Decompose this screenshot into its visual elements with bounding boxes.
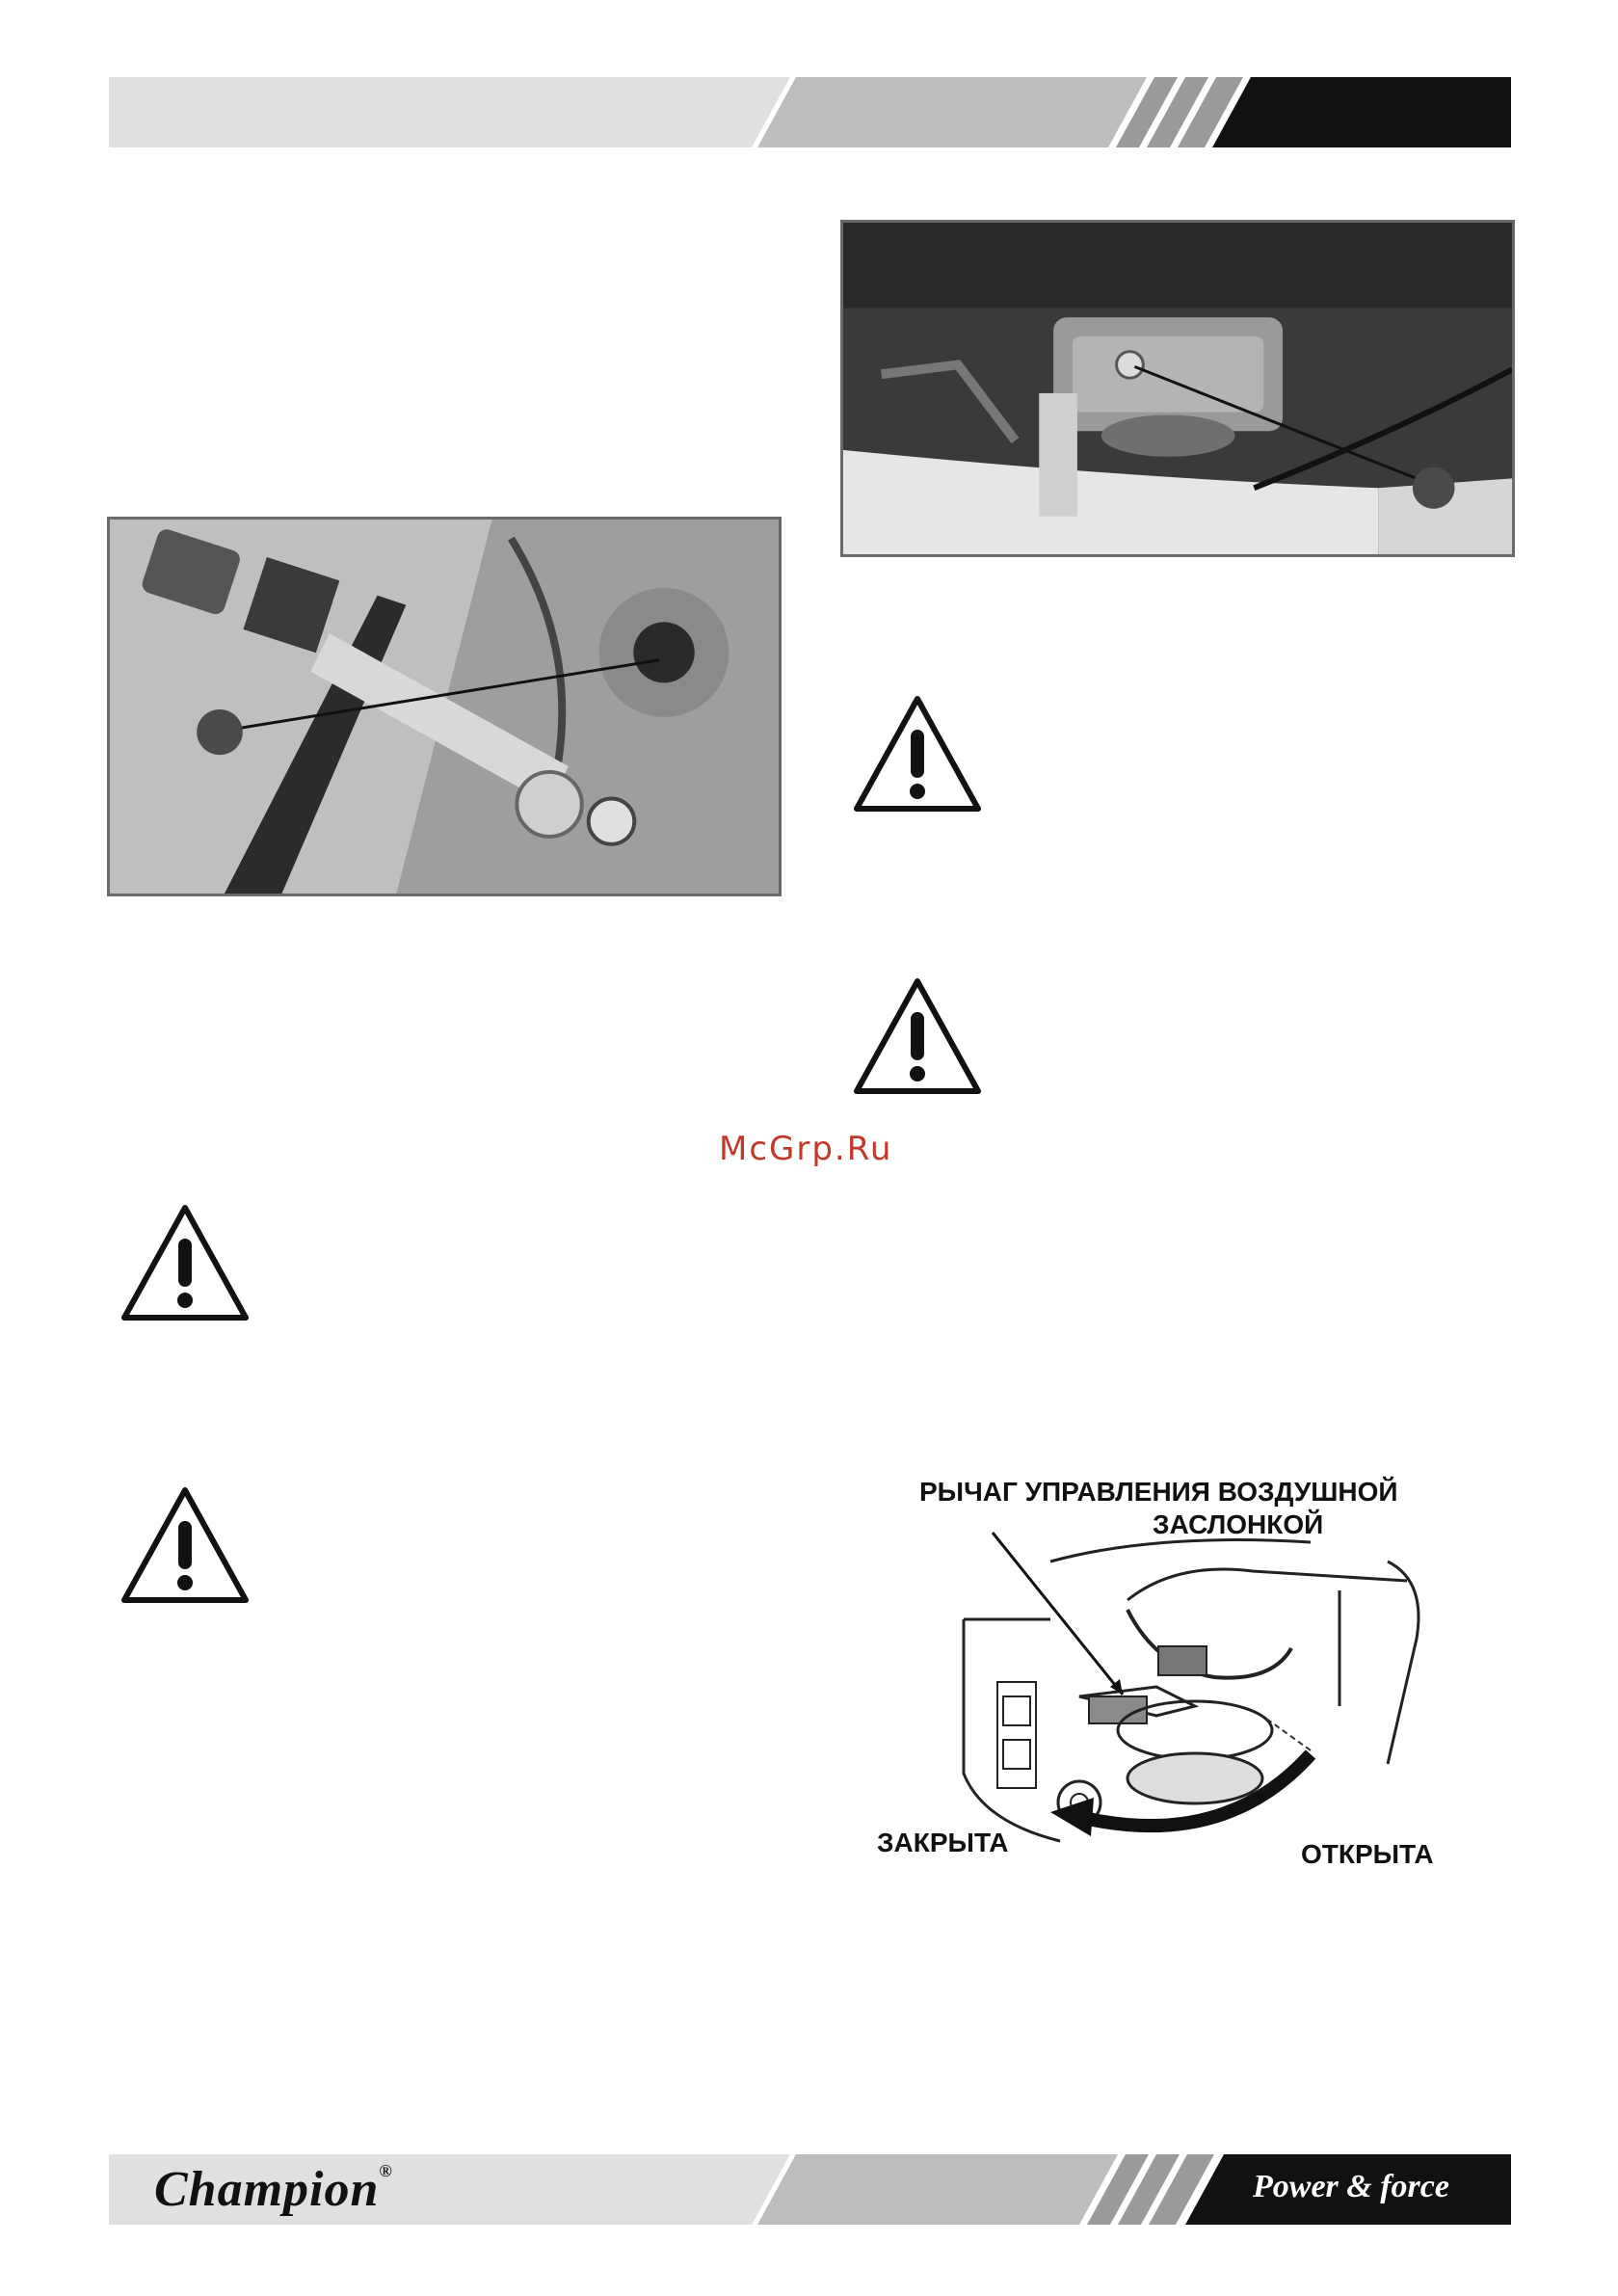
warning-icon [118,1482,252,1608]
warning-icon [850,691,985,816]
choke-lever-label-line1: РЫЧАГ УПРАВЛЕНИЯ ВОЗДУШНОЙ [919,1477,1398,1507]
brand-tagline: Power & force [1253,2169,1449,2204]
warning-icon [850,974,985,1099]
open-label: ОТКРЫТА [1301,1839,1434,1869]
choke-lever-drawing [906,1523,1465,1880]
engine-underside-photo [840,220,1515,557]
choke-lever-label-line2: ЗАСЛОНКОЙ [1153,1509,1324,1539]
closed-label: ЗАКРЫТА [877,1828,1009,1857]
brand-name: Champion [154,2162,380,2217]
warning-icon [118,1200,252,1325]
shaft-photo [107,517,782,896]
header-band [0,0,1618,154]
brand-mark: ® [379,2161,393,2180]
brand-logo [154,2161,393,2218]
watermark: McGrp.Ru [719,1130,893,1168]
